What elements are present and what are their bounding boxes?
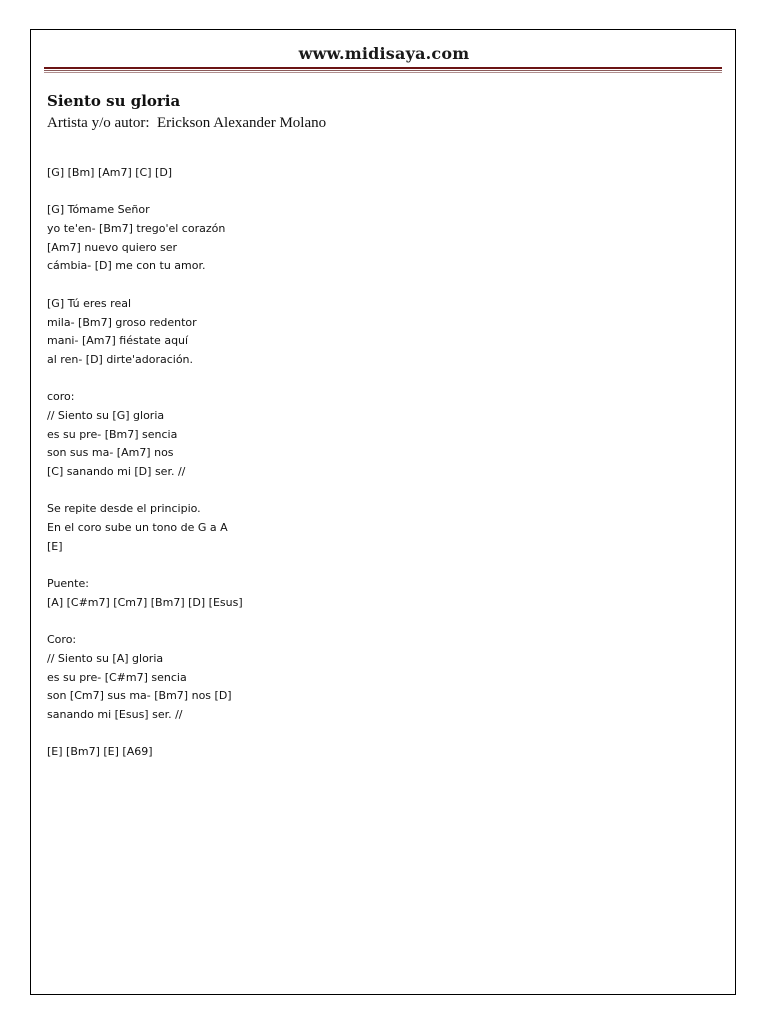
lyric-line: cámbia- [D] me con tu amor.	[47, 259, 206, 273]
lyric-line	[47, 556, 707, 575]
lyric-line: sanando mi [Esus] ser. //	[47, 707, 183, 721]
lyric-line: [E] [Bm7] [E] [A69]	[47, 745, 153, 759]
lyric-line	[47, 370, 707, 389]
lyric-line: mani- [Am7] fiéstate aquí	[47, 334, 189, 348]
lyric-line: mila- [Bm7] groso redentor	[47, 315, 197, 329]
lyric-line	[47, 276, 707, 295]
header-rule-secondary	[44, 70, 722, 71]
lyric-line: [C] sanando mi [D] ser. //	[47, 465, 186, 478]
lyric-line: En el coro sube un tono de G a A	[47, 521, 228, 535]
lyric-line: Coro:	[47, 633, 77, 647]
lyric-line: es su pre- [C#m7] sencia	[47, 670, 187, 684]
lyric-line: al ren- [D] dirte'adoración.	[47, 352, 194, 366]
song-body	[47, 164, 707, 762]
lyric-line	[47, 482, 707, 501]
header-rule-tertiary	[44, 72, 722, 73]
lyric-line: [Am7] nuevo quiero ser	[47, 240, 178, 254]
lyric-line: [G] [Bm] [Am7] [C] [D]	[47, 166, 173, 179]
lyric-line: Se repite desde el principio.	[47, 502, 201, 516]
header-rule	[44, 67, 722, 69]
lyric-line: son sus ma- [Am7] nos	[47, 446, 174, 460]
lyric-line: Puente:	[47, 577, 89, 591]
lyric-line: // Siento su [G] gloria	[47, 408, 165, 422]
site-header: www.midisaya.com	[298, 44, 470, 63]
song-title: Siento su gloria	[47, 92, 181, 110]
song-author: Artista y/o autor: Erickson Alexander Molano	[47, 115, 327, 131]
lyric-line	[47, 183, 707, 202]
lyric-line: yo te'en- [Bm7] trego'el corazón	[47, 222, 226, 236]
lyric-line: es su pre- [Bm7] sencia	[47, 427, 178, 441]
lyric-line: [G] Tú eres real	[47, 296, 132, 310]
lyric-line: coro:	[47, 390, 75, 404]
lyric-line	[47, 725, 707, 744]
lyric-line: // Siento su [A] gloria	[47, 651, 164, 665]
lyric-line: [A] [C#m7] [Cm7] [Bm7] [D] [Esus]	[47, 595, 243, 609]
lyric-line	[47, 613, 707, 632]
lyric-line: [E]	[47, 539, 63, 553]
lyric-line: son [Cm7] sus ma- [Bm7] nos [D]	[47, 689, 232, 703]
lyric-line: [G] Tómame Señor	[47, 203, 150, 217]
